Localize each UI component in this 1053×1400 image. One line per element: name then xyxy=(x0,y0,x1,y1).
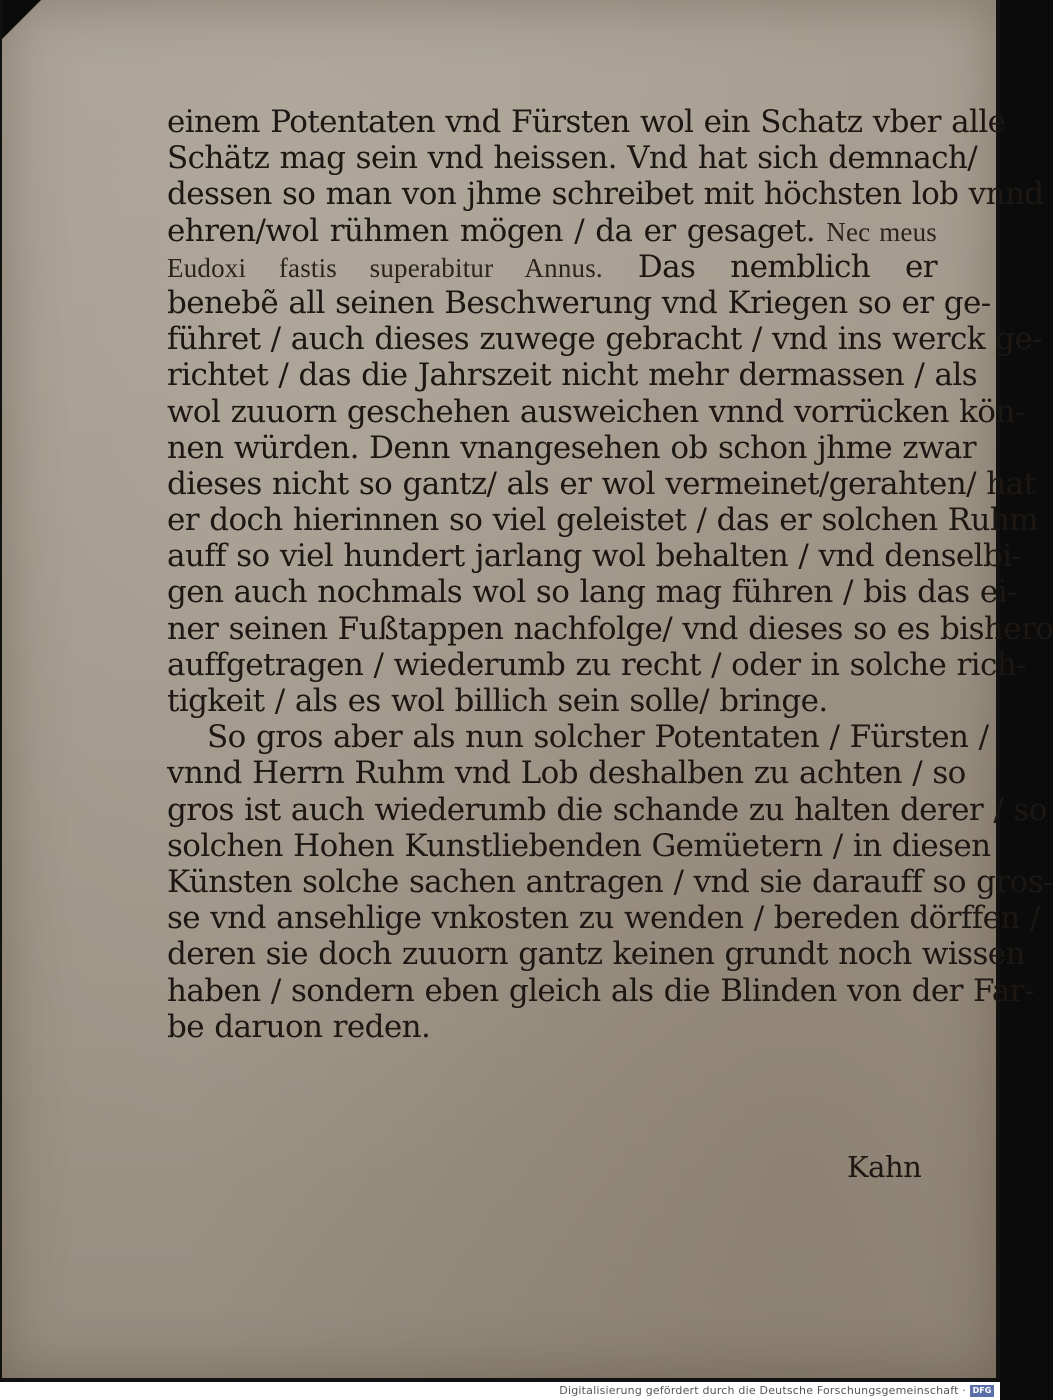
text-line-2: Schätz mag sein vnd heissen. Vnd hat sich demnach/ xyxy=(167,140,978,177)
text-line-15: ner seinen Fußtappen nachfolge/ vnd dieses so es bishero xyxy=(167,610,1053,647)
text-line-7: führet / auch dieses zuwege gebracht / vnd ins werck ge- xyxy=(167,321,1043,358)
text-line-24: deren sie doch zuuorn gantz keinen grundt noch wissen xyxy=(167,936,1025,973)
text-line-21: solchen Hohen Kunstliebenden Gemüetern / in diesen xyxy=(167,827,991,864)
text-line-8: richtet / das die Jahrszeit nicht mehr dermassen / als xyxy=(167,357,977,394)
text-line-10: nen würden. Denn vnangesehen ob schon jhme zwar xyxy=(167,429,977,466)
text-line-9: wol zuuorn geschehen ausweichen vnnd vorrücken kön- xyxy=(167,393,1025,430)
text-line-11: dieses nicht so gantz/ als er wol vermeinet/gerahten/ hat xyxy=(167,465,1036,502)
text-line-14: gen auch nochmals wol so lang mag führen / bis das ei- xyxy=(167,574,1017,611)
text-line-6: benebẽ all seinen Beschwerung vnd Kriegen so er ge- xyxy=(167,284,991,321)
text-line-1: einem Potentaten vnd Fürsten wol ein Schatz vber alle xyxy=(167,104,1006,140)
text-line-22: Künsten solche sachen antragen / vnd sie darauff so gros- xyxy=(167,863,1053,900)
text-line-5 xyxy=(167,249,937,285)
page-corner-damage xyxy=(2,0,72,40)
catchword: Kahn xyxy=(847,1150,922,1184)
latin-quote: Eudoxi fastis superabitur Annus. xyxy=(167,252,603,283)
text-line-13: auff so viel hundert jarlang wol behalten / vnd denselbi- xyxy=(167,538,1022,575)
text-line-18: So gros aber als nun solcher Potentaten / Fürsten / xyxy=(207,719,989,756)
footer-credit: Digitalisierung gefördert durch die Deutsche Forschungsgemeinschaft · xyxy=(559,1384,966,1397)
text-line-16: auffgetragen / wiederumb zu recht / oder in solche rich- xyxy=(167,646,1026,683)
page-text-block xyxy=(167,104,1053,1045)
text-line-5-german: Das nemblich er xyxy=(637,248,937,285)
text-line-3: dessen so man von jhme schreibet mit höchsten lob vnnd xyxy=(167,176,1044,213)
text-line-19: vnnd Herrn Ruhm vnd Lob deshalben zu achten / so xyxy=(167,755,966,792)
text-line-12: er doch hierinnen so viel geleistet / das er solchen Ruhm xyxy=(167,502,1038,539)
text-line-17: tigkeit / als es wol billich sein solle/ bringe. xyxy=(167,683,828,719)
text-line-20: gros ist auch wiederumb die schande zu halten derer / so xyxy=(167,791,1047,828)
text-line-23: se vnd ansehlige vnkosten zu wenden / bereden dörffen / xyxy=(167,900,1040,937)
book-page xyxy=(2,0,1053,1378)
latin-quote-start: Nec meus xyxy=(826,216,937,247)
dfg-logo-icon: DFG xyxy=(970,1385,994,1397)
text-line-4 xyxy=(167,213,937,249)
text-line-26: be daruon reden. xyxy=(167,1008,431,1045)
text-line-4-german: ehren/wol rühmen mögen / da er gesaget. xyxy=(167,212,816,249)
text-line-25: haben / sondern eben gleich als die Blinden von der Far- xyxy=(167,972,1034,1009)
